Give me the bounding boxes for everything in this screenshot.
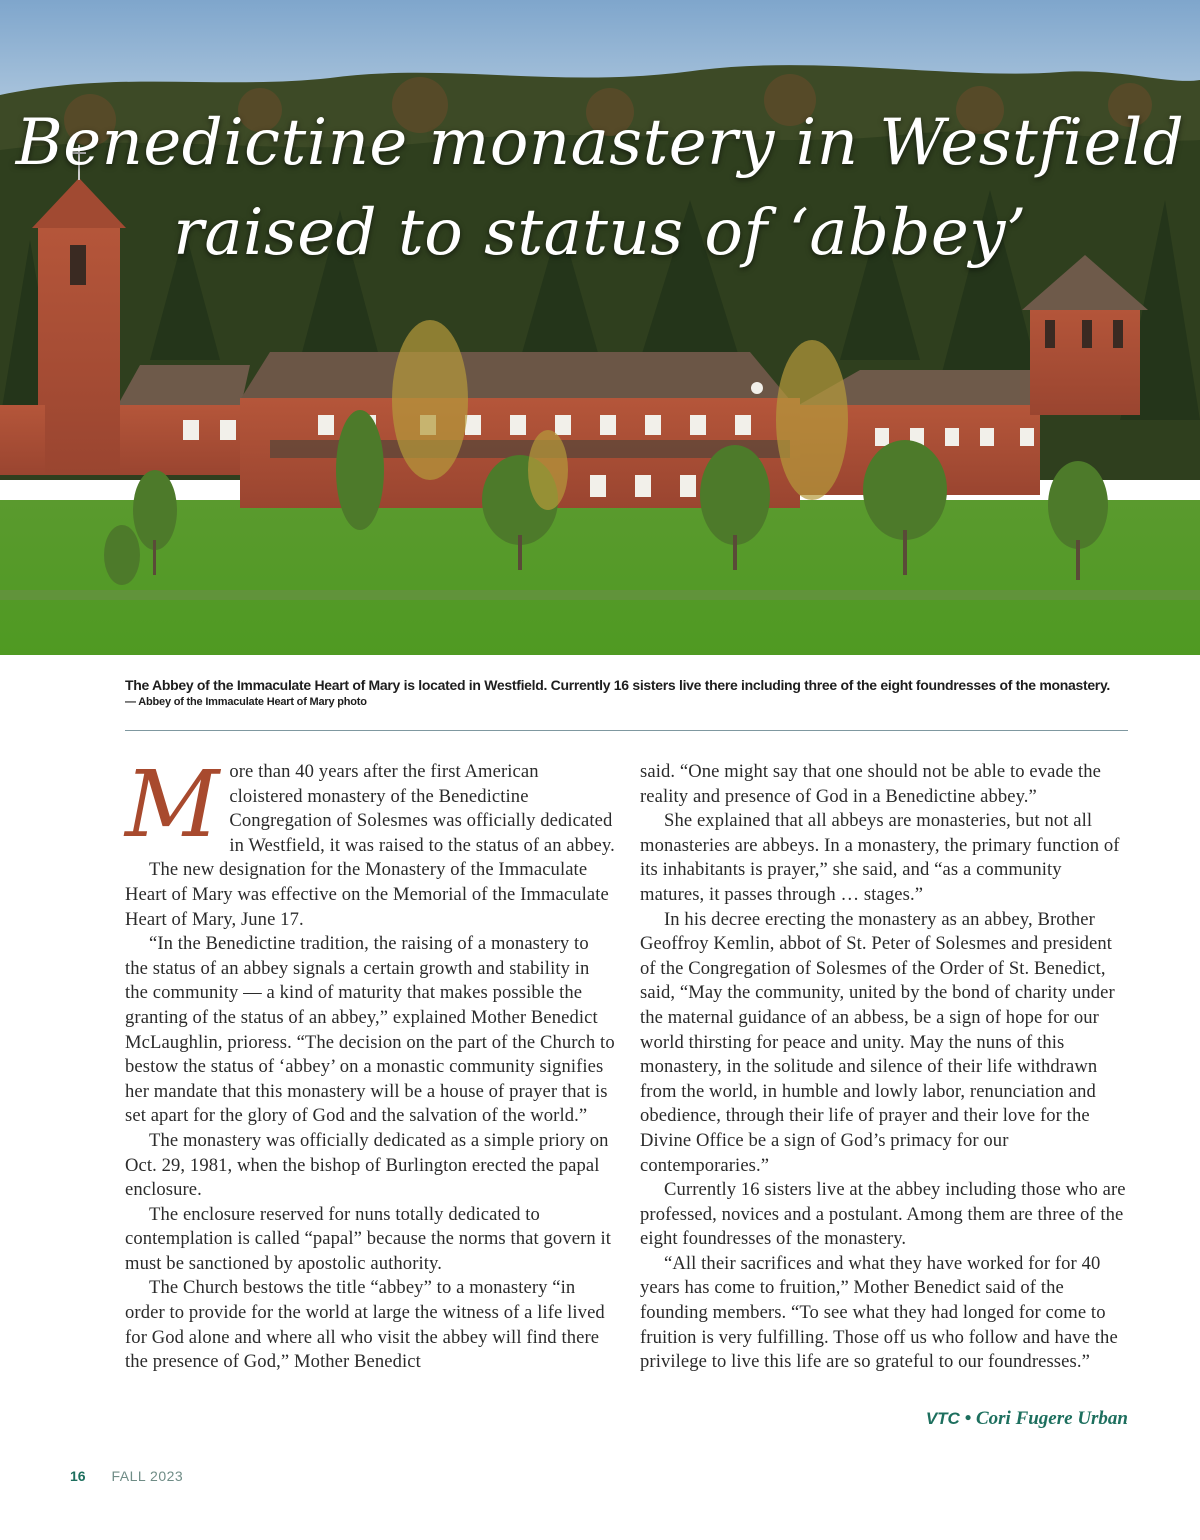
page-footer: [70, 1468, 183, 1484]
page-number: 16: [70, 1468, 86, 1484]
byline-separator: •: [959, 1408, 976, 1429]
article-headline: [0, 98, 1200, 278]
article-paragraph: “In the Benedictine tradition, the raising of a monastery to the status of an abbey signals a certain growth and stability in the community — a kind of maturity that makes possible the granting of the status of an abbey,” explained Mother Benedict McLaughlin, prioress. “The decision on the part of the Church to bestow the status of ‘abbey’ on a monastic community signifies her mandate that this monastery will be a house of prayer that is set apart for the glory of God and the salvation of the world.”: [125, 933, 615, 1127]
article-paragraph: The monastery was officially dedicated as a simple priory on Oct. 29, 1981, when the bishop of Burlington erected the papal enclosure.: [125, 1129, 609, 1201]
drop-cap: M: [125, 751, 220, 858]
issue-label: FALL 2023: [111, 1468, 184, 1484]
article-paragraph: The Church bestows the title “abbey” to a monastery “in order to provide for the world at large the witness of a life lived for God alone and where all who visit the abbey will find there the presence of God,” Mother Benedict: [125, 1277, 605, 1373]
article-byline: [926, 1408, 1128, 1430]
caption-divider: [125, 730, 1128, 731]
article-column-left: [125, 751, 615, 1375]
article-paragraph: Currently 16 sisters live at the abbey including those who are professed, novices and a postulant. Among them are three of the eight foundresses of the monastery.: [640, 1179, 1126, 1250]
article-paragraph: “All their sacrifices and what they have worked for for 40 years has come to fruition,” Mother Benedict said of the founding members. “To see what they had longed for come to fruition is very fulfilling. Those off us who follow and have the privilege to live this life are so grateful to our foundresses.”: [640, 1252, 1118, 1373]
photo-credit: — Abbey of the Immaculate Heart of Mary photo: [125, 696, 367, 708]
article-paragraph: She explained that all abbeys are monasteries, but not all monasteries are abbeys. In a monastery, the primary function of its inhabitants is prayer,” she said, and “as a community matures, it passes through … stages.”: [640, 810, 1120, 905]
hero-photo: [0, 0, 1200, 655]
article-paragraph: The new designation for the Monastery of the Immaculate Heart of Mary was effective on the Memorial of the Immaculate Heart of Mary, June 17.: [125, 859, 609, 930]
article-paragraph: In his decree erecting the monastery as an abbey, Brother Geoffroy Kemlin, abbot of St. Peter of Solesmes and president of the Congregation of Solesmes of the Order of St. Benedict, said, “May the community, united by the bond of charity under the maternal guidance of an abbess, be a sign of hope for our world thirsting for peace and unity. May the nuns of this monastery, in the solitude and silence of their life withdrawn from the world, in humble and lowly labor, renunciation and obedience, through their life of prayer and their love for the Divine Office be a sign of God’s primacy for our contemporaries.”: [640, 908, 1115, 1176]
headline-line-1: Benedictine monastery in Westfield: [15, 106, 1185, 180]
publication-name: VTC: [925, 1409, 960, 1428]
author-name: Cori Fugere Urban: [975, 1408, 1128, 1429]
headline-line-2: raised to status of ‘abbey’: [173, 196, 1027, 270]
article-column-right: [640, 760, 1130, 1375]
article-paragraph: The enclosure reserved for nuns totally dedicated to contemplation is called “papal” because the norms that govern it must be sanctioned by apostolic authority.: [125, 1203, 612, 1274]
article-paragraph: said. “One might say that one should not be able to evade the reality and presence of God in a Benedictine abbey.”: [640, 761, 1102, 807]
photo-caption: [125, 676, 1125, 710]
caption-text: The Abbey of the Immaculate Heart of Mary is located in Westfield. Currently 16 sisters live there including three of the eight foundresses of the monastery.: [125, 677, 1110, 693]
article-paragraph: More than 40 years after the first American cloistered monastery of the Benedictine Congregation of Solesmes was officially dedicated in Westfield, it was raised to the status of an abbey.: [125, 751, 615, 858]
